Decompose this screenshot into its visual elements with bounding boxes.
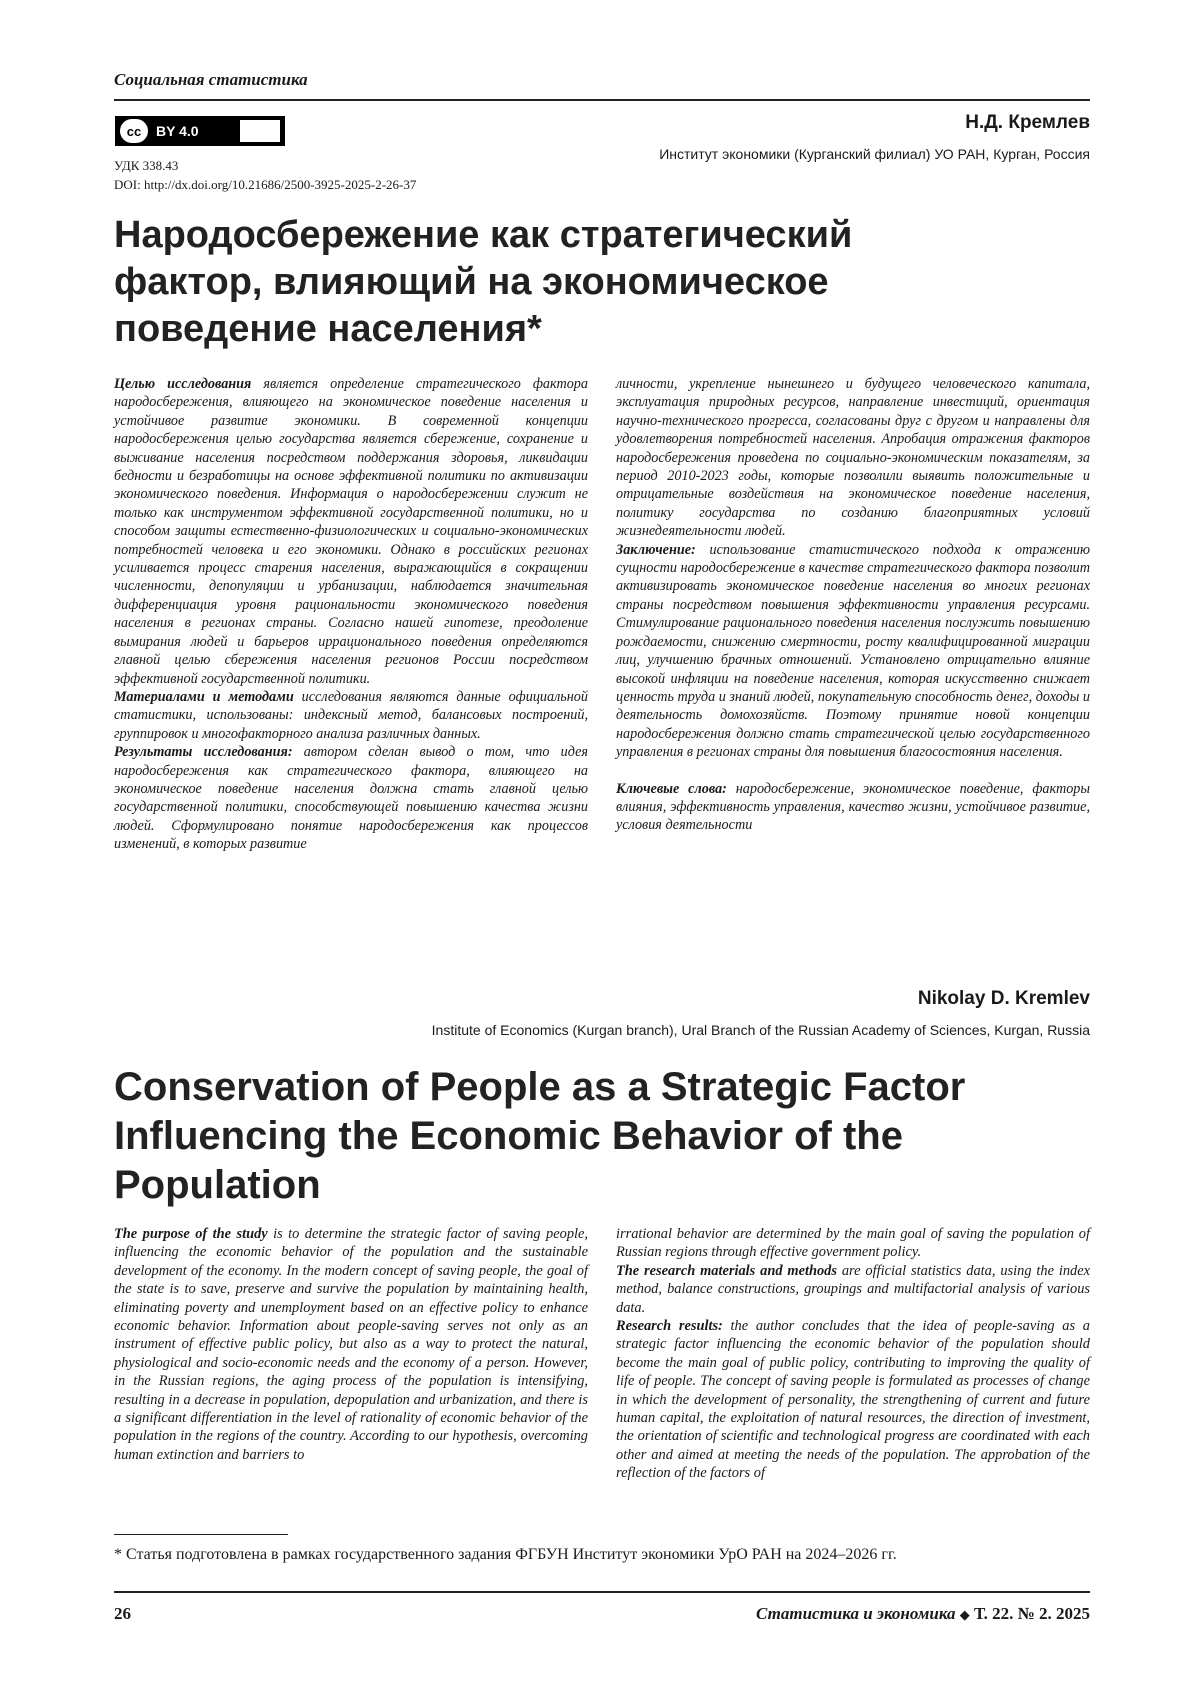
udk-code: УДК 338.43 (114, 158, 179, 173)
title-line: поведение населения* (114, 308, 542, 350)
abstract-results-en (616, 1317, 1090, 1483)
journal-issue (756, 1604, 1090, 1624)
doi-link[interactable]: DOI: http://dx.doi.org/10.21686/2500-3925-2025-2-26-37 (114, 177, 417, 192)
diamond-icon: ◆ (959, 1608, 970, 1623)
section-text: are official statistics data, using the index method, balance constructions, groupings and multifactorial analysis of various data. (616, 1262, 1090, 1316)
license-badge[interactable] (115, 116, 285, 146)
abstract-results-ru (114, 743, 588, 853)
title-line: фактор, влияющий на экономическое (114, 261, 829, 303)
section-label: The purpose of the study (114, 1226, 268, 1242)
affiliation-ru: Институт экономики (Курганский филиал) УО РАН, Курган, Россия (659, 146, 1090, 162)
abstract-methods-ru (114, 688, 588, 743)
footer-rule (114, 1591, 1090, 1593)
abstract-conclusion-ru (616, 541, 1090, 762)
section-label: The research materials and methods (616, 1262, 837, 1279)
section-text: народосбережение, экономическое поведение, факторы влияния, эффективность управления, качество жизни, устойчивое развитие, условия деятельности (616, 780, 1090, 834)
abstract-results-ru-continued: личности, укрепление нынешнего и будущего человеческого капитала, эксплуатация природных ресурсов, направление инвестиций, ориентация научно-технического прогресса, согласованы друг с другом и направлены для удовлетворения потребностей населения. Апробация отражения факторов народосбережения проведена по социально-экономическим показателям, за период 2010-2023 годы, которые позволили выявить положительные и отрицательные воздействия на экономическое поведение населения, политику государства по созданию благоприятных условий жизнедеятельности людей. (616, 376, 1090, 540)
article-identifiers (114, 156, 416, 194)
author-name-en: Nikolay D. Kremlev (917, 988, 1090, 1009)
abstract-en-left-column (114, 1225, 588, 1464)
journal-name: Статистика и экономика (756, 1604, 956, 1623)
article-title-en (114, 1063, 1094, 1210)
title-line: Народосбережение как стратегический (114, 214, 853, 256)
cc-icon: cc (120, 119, 148, 143)
title-line: Conservation of People as a Strategic Factor (114, 1065, 966, 1109)
affiliation-en: Institute of Economics (Kurgan branch), Ural Branch of the Russian Academy of Sciences, Kurgan, Russia (431, 1022, 1090, 1038)
header-rule (114, 99, 1090, 101)
abstract-en-right-column (616, 1225, 1090, 1483)
running-head: Социальная статистика (114, 70, 308, 89)
section-text: the author concludes that the idea of people-saving as a strategic factor influencing the economic behavior of the population should become the main goal of public policy, contributing to improving the quality of life of people. The concept of saving people is formulated as processes of change in which the development of personality, the strengthening of current and future human capital, the exploitation of natural resources, the direction of investment, the orientation of scientific and technological progress are coordinated with each other and aimed at meeting the needs of the population. The approbation of the reflection of the factors of (616, 1318, 1090, 1482)
license-badge-strip (240, 120, 280, 142)
abstract-ru-right-column (616, 375, 1090, 835)
keywords-ru (616, 780, 1090, 835)
abstract-ru-left-column (114, 375, 588, 854)
abstract-purpose-en (114, 1225, 588, 1464)
footnote: * Статья подготовлена в рамках государственного задания ФГБУН Институт экономики УрО РАН на 2024–2026 гг. (114, 1546, 897, 1563)
section-label: Результаты исследования: (114, 744, 293, 761)
section-label: Материалами и методами (114, 688, 294, 705)
abstract-methods-en (616, 1262, 1090, 1317)
section-text: использование статистического подхода к отражению сущности народосбережение в качестве стратегического фактора позволит активизировать экономическое поведение населения во многих регионах страны посредством повышения эффективности управления ресурсами. Стимулирование рационального поведения населения послужить повышению рождаемости, снижению смертности, росту квалифицированной миграции лиц, улучшению брачных отношений. Установлено отрицательно влияние высокой инфляции на поведение населения, которая искусственно снижает ценность труда и знаний людей, покупательную способность денег, доходы и деятельность домохозяйств. Поэтому принятие новой концепции народосбережения должно стать стратегической целью государственного управления в регионах страны для повышения благосостояния населения. (616, 541, 1091, 761)
section-text: автором сделан вывод о том, что идея народосбережения как стратегического фактора, влияющего на экономическое поведение населения должна стать главной целью государственной политики, способствующей повышению качества жизни людей. Сформулировано понятие народосбережения как процессов изменений, в которых развитие (114, 744, 588, 853)
title-line: Population (114, 1163, 321, 1207)
title-line: Influencing the Economic Behavior of the (114, 1114, 903, 1158)
section-label: Целью исследования (114, 376, 252, 392)
license-label: BY 4.0 (156, 123, 199, 139)
author-name-ru: Н.Д. Кремлев (965, 112, 1090, 133)
abstract-purpose-ru (114, 375, 588, 688)
section-text: является определение стратегического фактора народосбережения, влияющего на экономическое поведение населения и устойчивое развитие экономики. В современной концепции народосбережения целью государства является сбережение, сохранение и выживание населения посредством поддержания здоровья, ликвидации бедности и безработицы на основе эффективной политики по активизации экономического поведения. Информация о народосбережении служит не только как инструментом эффективной государственной политики, но и способом защиты естественно-физиологических и социально-экономических потребностей человека и его экономики. Однако в российских регионах усиливается процесс старения населения, выражающийся в сокращении численности, депопуляции и урбанизации, наблюдается значительная дифференциация уровня рациональности экономического поведения населения в регионах страны. Согласно нашей гипотезе, преодоление вымирания людей и барьеров иррационального поведения определяются главной целью сбережения населения регионов России посредством эффективной государственной политики. (114, 376, 588, 687)
footnote-rule (114, 1534, 288, 1535)
issue-info: Т. 22. № 2. 2025 (974, 1604, 1090, 1623)
section-label: Заключение: (616, 541, 696, 558)
section-text: is to determine the strategic factor of saving people, influencing the economic behavior of the population and the sustainable development of the economy. In the modern concept of saving people, the goal of the state is to save, preserve and survive the population by maintaining health, eliminating poverty and unemployment based on an effective policy to enhance economic behavior. Information about people-saving serves not only as an instrument of effective public policy, but also as a way to protect the natural, physiological and socio-economic needs and the economy of a person. However, in the Russian regions, the aging process of the population is intensifying, resulting in a decrease in population, depopulation and urbanization, and there is a significant differentiation in the level of rationality of economic behavior of the population in the regions of the country. According to our hypothesis, overcoming human extinction and barriers to (114, 1226, 589, 1463)
section-label: Ключевые слова: (616, 780, 727, 797)
article-title-ru (114, 212, 1074, 353)
section-label: Research results: (616, 1318, 723, 1335)
page-number: 26 (114, 1604, 131, 1623)
abstract-purpose-en-continued: irrational behavior are determined by the main goal of saving the population of Russian regions through effective government policy. (616, 1226, 1090, 1261)
section-text: исследования являются данные официальной статистики, использованы: индексный метод, балансовых построений, группировок и многофакторного анализа различных данных. (114, 688, 588, 742)
